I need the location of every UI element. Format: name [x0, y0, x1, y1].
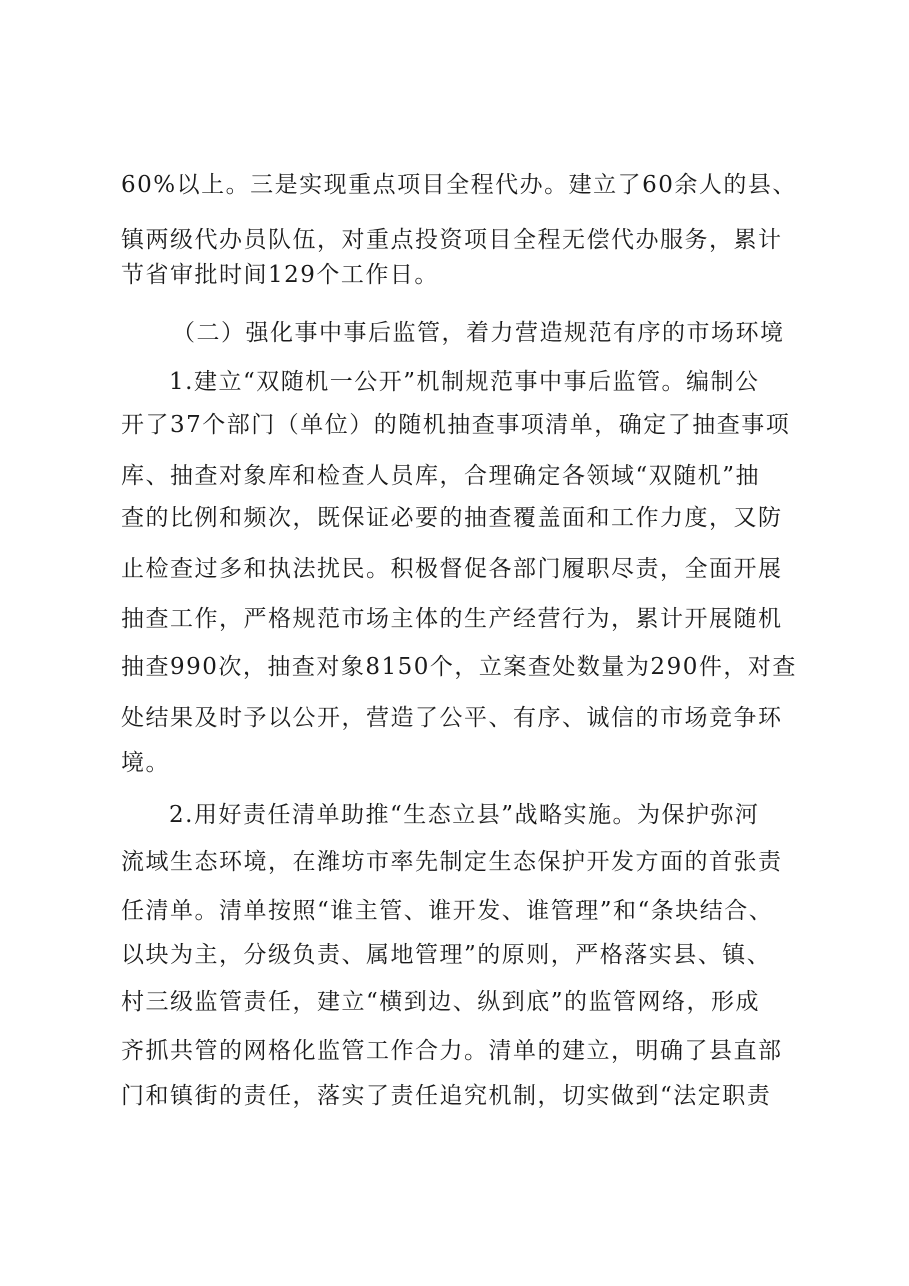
paragraph-line: 镇两级代办员队伍，对重点投资项目全程无偿代办服务，累计 [121, 227, 783, 253]
paragraph-line: 2.用好责任清单助推“生态立县”战略实施。为保护弥河 [169, 802, 760, 828]
paragraph-line: 抽查990次，抽查对象8150个，立案查处数量为290件，对查 [121, 654, 797, 680]
paragraph-line: 村三级监管责任，建立“横到边、纵到底”的监管网络，形成 [121, 989, 761, 1015]
paragraph-line: 门和镇街的责任，落实了责任追究机制，切实做到“法定职责 [121, 1083, 772, 1109]
paragraph-line: 处结果及时予以公开，营造了公平、有序、诚信的市场竞争环 [121, 705, 783, 731]
paragraph-line: 齐抓共管的网格化监管工作合力。清单的建立，明确了县直部 [121, 1038, 783, 1064]
paragraph-line: 60%以上。三是实现重点项目全程代办。建立了60余人的县、 [121, 172, 797, 198]
paragraph-line: 任清单。清单按照“谁主管、谁开发、谁管理”和“条块结合、 [121, 898, 774, 924]
paragraph-line: 查的比例和频次，既保证必要的抽查覆盖面和工作力度，又防 [121, 505, 783, 531]
paragraph-line: 境。 [121, 750, 170, 776]
paragraph-line: 库、抽查对象库和检查人员库，合理确定各领域“双随机”抽 [121, 463, 761, 489]
paragraph-line: 以块为主，分级负责、属地管理”的原则，严格落实县、镇、 [121, 942, 772, 968]
paragraph-line: 开了37个部门（单位）的随机抽查事项清单，确定了抽查事项 [121, 412, 791, 438]
paragraph-line: 节省审批时间129个工作日。 [121, 262, 439, 288]
paragraph-line: 1.建立“双随机一公开”机制规范事中事后监管。编制公 [169, 369, 760, 395]
paragraph-line: 流域生态环境，在潍坊市率先制定生态保护开发方面的首张责 [121, 849, 783, 875]
paragraph-line: 止检查过多和执法扰民。积极督促各部门履职尽责，全面开展 [121, 556, 783, 582]
paragraph-line: 抽查工作，严格规范市场主体的生产经营行为，累计开展随机 [121, 606, 783, 632]
section-heading: （二）强化事中事后监管，着力营造规范有序的市场环境 [172, 320, 785, 346]
